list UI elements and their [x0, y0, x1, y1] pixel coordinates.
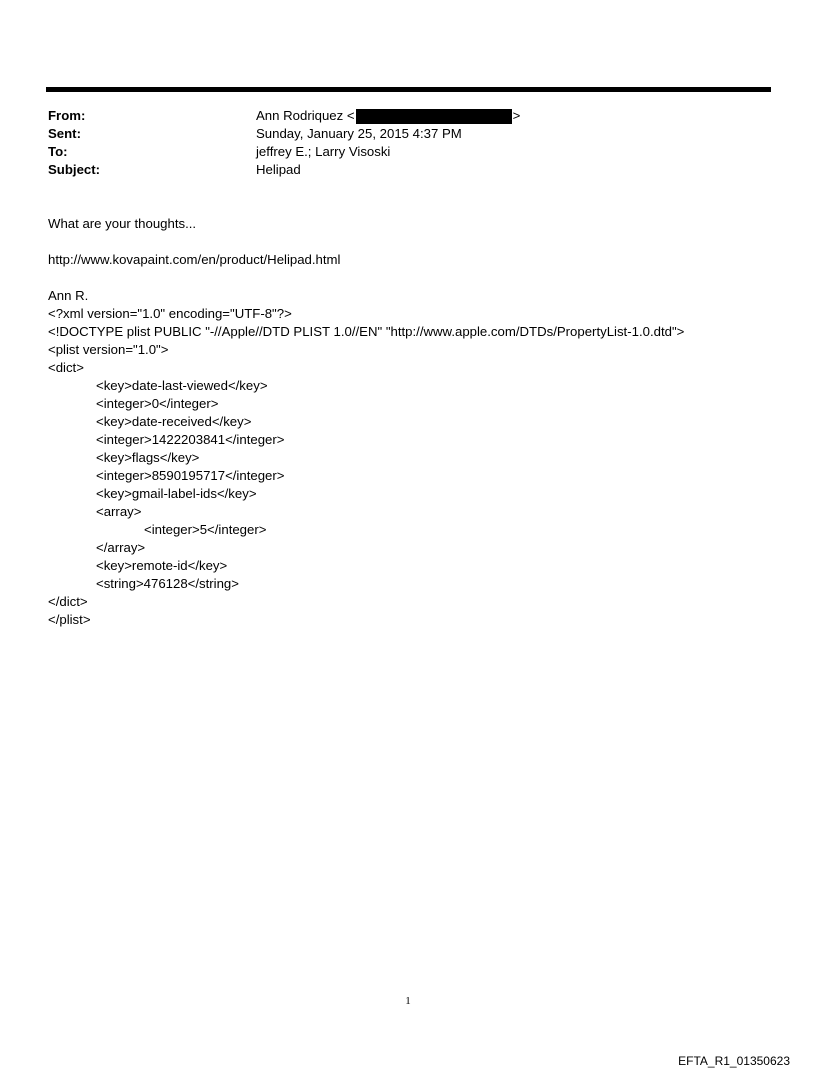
to-label: To: — [48, 144, 68, 159]
page-number: 1 — [405, 995, 411, 1007]
subject-value: Helipad — [256, 162, 301, 177]
plist-line: <array> — [96, 504, 142, 519]
plist-line: <key>remote-id</key> — [96, 558, 228, 573]
plist-line: <!DOCTYPE plist PUBLIC "-//Apple//DTD PLIST 1.0//EN" "http://www.apple.com/DTDs/PropertyList-1.0.dtd"> — [48, 324, 685, 339]
plist-line: <key>date-received</key> — [96, 414, 252, 429]
plist-line: <integer>8590195717</integer> — [96, 468, 285, 483]
from-label: From: — [48, 108, 86, 123]
from-value — [256, 107, 520, 125]
plist-line: <key>flags</key> — [96, 450, 200, 465]
plist-line: <key>date-last-viewed</key> — [96, 378, 268, 393]
to-row — [48, 143, 748, 161]
plist-line: <dict> — [48, 360, 84, 375]
email-header — [48, 107, 748, 179]
plist-line: </array> — [96, 540, 146, 555]
plist-line: <key>gmail-label-ids</key> — [96, 486, 257, 501]
plist-line: <plist version="1.0"> — [48, 342, 169, 357]
greeting-text: What are your thoughts... — [48, 216, 197, 231]
sent-row — [48, 125, 748, 143]
email-body — [48, 215, 788, 629]
blank-line — [48, 233, 788, 251]
subject-row — [48, 161, 748, 179]
plist-line: <?xml version="1.0" encoding="UTF-8"?> — [48, 306, 292, 321]
header-rule — [46, 87, 771, 92]
blank-line — [48, 269, 788, 287]
bates-number: EFTA_R1_01350623 — [678, 1054, 790, 1068]
plist-line: <integer>1422203841</integer> — [96, 432, 285, 447]
signature: Ann R. — [48, 288, 89, 303]
to-value: jeffrey E.; Larry Visoski — [256, 144, 391, 159]
sender-close-bracket: > — [512, 108, 521, 123]
plist-line: </plist> — [48, 612, 91, 627]
product-link[interactable]: http://www.kovapaint.com/en/product/Helipad.html — [48, 252, 341, 267]
plist-line: <string>476128</string> — [96, 576, 239, 591]
redacted-email — [356, 109, 512, 124]
from-row — [48, 107, 748, 125]
sender-name: Ann Rodriquez < — [256, 108, 355, 123]
plist-line: <integer>5</integer> — [144, 522, 267, 537]
plist-line: <integer>0</integer> — [96, 396, 219, 411]
sent-value: Sunday, January 25, 2015 4:37 PM — [256, 126, 462, 141]
plist-line: </dict> — [48, 594, 88, 609]
sent-label: Sent: — [48, 126, 81, 141]
subject-label: Subject: — [48, 162, 101, 177]
